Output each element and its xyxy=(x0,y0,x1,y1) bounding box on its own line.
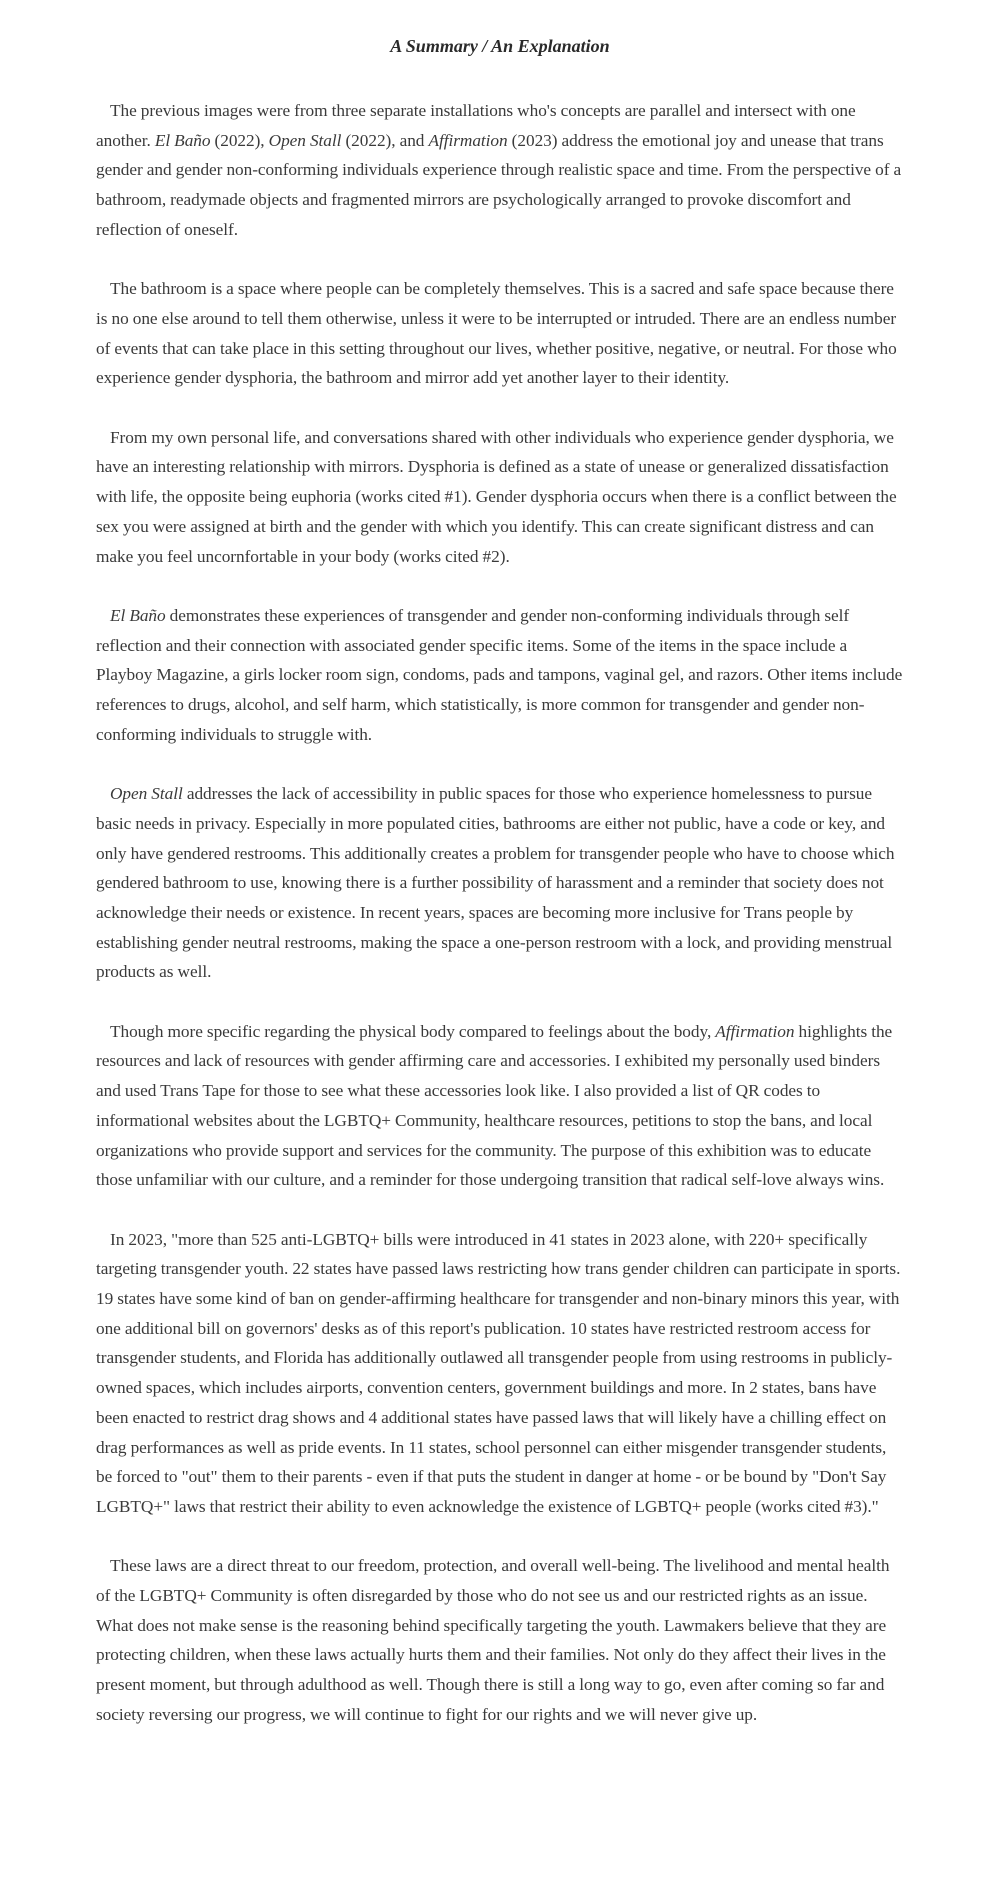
paragraph-conclusion xyxy=(96,1551,904,1729)
paragraph-intro xyxy=(96,96,904,245)
text-run-italic: Affirmation xyxy=(715,1021,795,1041)
text-run-italic: El Baño xyxy=(110,605,166,625)
text-run: The bathroom is a space where people can be completely themselves. This is a sacred and safe space because there is no one else around to tell them otherwise, unless it were to be interrupted or intruded. There are an endless number of events that can take place in this setting throughout our lives, whether positive, negative, or neutral. For those who experience gender dysphoria, the bathroom and mirror add yet another layer to their identity. xyxy=(96,279,897,388)
text-run: addresses the lack of accessibility in public spaces for those who experience homelessness to pursue basic needs in privacy. Especially in more populated cities, bathrooms are either not public, have a code or key, and only have gendered restrooms. This additionally creates a problem for transgender people who have to choose which gendered bathroom to use, knowing there is a further possibility of harassment and a reminder that society does not acknowledge their needs or existence. In recent years, spaces are becoming more inclusive for Trans people by establishing gender neutral restrooms, making the space a one-person restroom with a lock, and providing menstrual products as well. xyxy=(96,784,895,982)
text-run: In 2023, "more than 525 anti-LGBTQ+ bills were introduced in 41 states in 2023 alone, with 220+ specifically targeting transgender youth. 22 states have passed laws restricting how trans gender children can participate in sports. 19 states have some kind of ban on gender-affirming healthcare for transgender and non-binary minors this year, with one additional bill on governors' desks as of this report's publication. 10 states have restricted restroom access for transgender students, and Florida has additionally outlawed all transgender people from using restrooms in publicly-owned spaces, which includes airports, convention centers, government buildings and more. In 2 states, bans have been enacted to restrict drag shows and 4 additional states have passed laws that will likely have a chilling effect on drag performances as well as pride events. In 11 states, school personnel can either misgender transgender students, be forced to "out" them to their parents - even if that puts the student in danger at home - or be bound by "Don't Say LGBTQ+" laws that restrict their ability to even acknowledge the existence of LGBTQ+ people (works cited #3)." xyxy=(96,1229,901,1516)
paragraph-dysphoria xyxy=(96,423,904,572)
text-run: The previous images were from three separate installations who's concepts are parallel and intersect with one another. xyxy=(96,101,856,150)
text-run: These laws are a direct threat to our freedom, protection, and overall well-being. The livelihood and mental health of the LGBTQ+ Community is often disregarded by those who do not see us and our restricted rights as an issue. What does not make sense is the reasoning behind specifically targeting the youth. Lawmakers believe that they are protecting children, when these laws actually hurts them and their families. Not only do they affect their lives in the present moment, but through adulthood as well. Though there is still a long way to go, even after coming so far and society reversing our progress, we will continue to fight for our rights and we will never give up. xyxy=(96,1556,890,1724)
text-run-italic: Open Stall xyxy=(110,784,183,804)
document-title: A Summary / An Explanation xyxy=(390,36,610,56)
text-run-italic: El Baño xyxy=(154,130,211,150)
paragraph-affirmation xyxy=(96,1017,904,1195)
text-run: (2023) address the emotional joy and unease that trans gender and gender non-conforming individuals experience through realistic space and time. From the perspective of a bathroom, readymade objects and fragmented mirrors are psychologically arranged to provoke discomfort and reflection of oneself. xyxy=(96,130,902,239)
paragraph-legislation xyxy=(96,1225,904,1522)
text-run: demonstrates these experiences of transgender and gender non-conforming individuals through self reflection and their connection with associated gender specific items. Some of the items in the space include a Playboy Magazine, a girls locker room sign, condoms, pads and tampons, vaginal gel, and razors. Other items include references to drugs, alcohol, and self harm, which statistically, is more common for transgender and gender non-conforming individuals to struggle with. xyxy=(96,605,903,744)
text-run: From my own personal life, and conversations shared with other individuals who experience gender dysphoria, we have an interesting relationship with mirrors. Dysphoria is defined as a state of unease or generalized dissatisfaction with life, the opposite being euphoria (works cited #1). Gender dysphoria occurs when there is a conflict between the sex you were assigned at birth and the gender with which you identify. This can create significant distress and can make you feel uncornfortable in your body (works cited #2). xyxy=(96,427,897,566)
paragraph-open-stall xyxy=(96,779,904,987)
text-run: (2022), and xyxy=(341,130,429,150)
text-run: highlights the resources and lack of resources with gender affirming care and accessories. I exhibited my personally used binders and used Trans Tape for those to see what these accessories look like. I also provided a list of QR codes to informational websites about the LGBTQ+ Community, healthcare resources, petitions to stop the bans, and local organizations who provide support and services for the community. The purpose of this exhibition was to educate those unfamiliar with our culture, and a reminder for those undergoing transition that radical self-love always wins. xyxy=(96,1021,893,1190)
text-run-italic: Affirmation xyxy=(428,130,508,150)
text-run-italic: Open Stall xyxy=(268,130,342,150)
paragraph-el-bano xyxy=(96,601,904,750)
paragraph-bathroom xyxy=(96,274,904,393)
text-run: Though more specific regarding the physical body compared to feelings about the body, xyxy=(110,1021,716,1041)
text-run: (2022), xyxy=(210,130,269,150)
